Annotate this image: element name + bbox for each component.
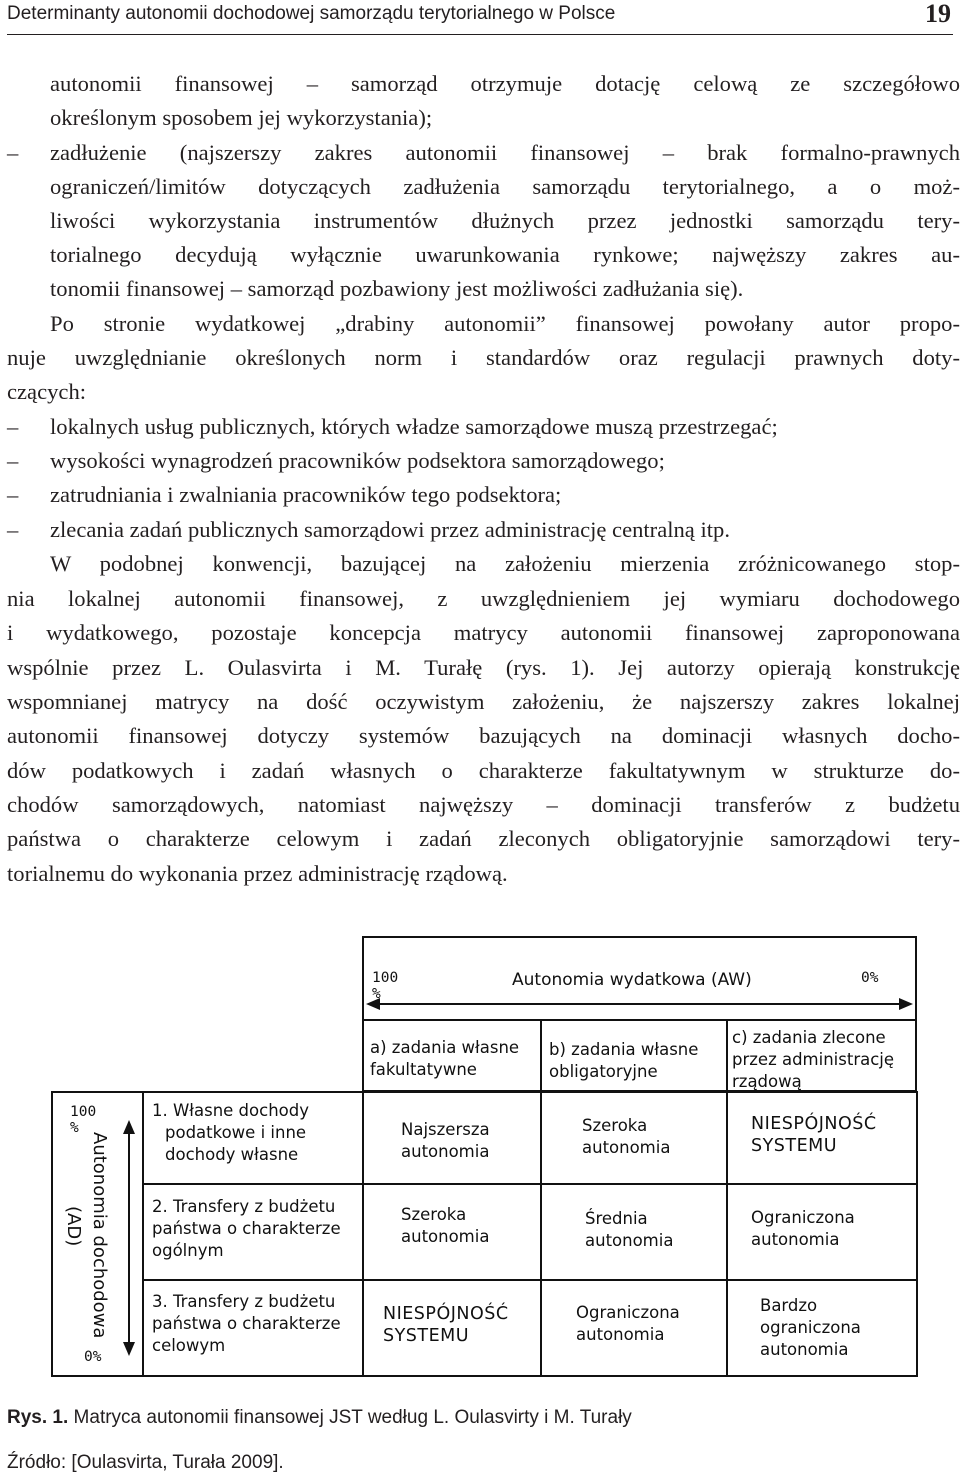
row-divider bbox=[142, 1183, 918, 1185]
row-1-line: 1. Własne dochody bbox=[152, 1101, 309, 1120]
aw-arrow bbox=[362, 994, 917, 1014]
cell-line: Ograniczona bbox=[751, 1208, 855, 1227]
row-3-line: państwa o charakterze bbox=[152, 1314, 341, 1333]
column-header-c bbox=[732, 1027, 894, 1093]
text-line: chodów samorządowych, natomiast najwęższy – dominacji transferów z budżetu bbox=[7, 792, 960, 817]
header-title: Determinanty autonomii dochodowej samorządu terytorialnego w Polsce bbox=[7, 3, 616, 24]
cell-line: NIESPÓJNOŚĆ bbox=[383, 1304, 509, 1324]
row-2-line: 2. Transfery z budżetu bbox=[152, 1197, 336, 1216]
matrix-cell-2c bbox=[751, 1207, 855, 1251]
cell-line: NIESPÓJNOŚĆ bbox=[751, 1114, 877, 1134]
figure-source: Źródło: [Oulasvirta, Turała 2009]. bbox=[7, 1452, 284, 1473]
matrix-cell-3b bbox=[576, 1302, 680, 1346]
cell-line: ograniczona bbox=[760, 1318, 861, 1337]
row-label-1 bbox=[152, 1100, 309, 1166]
column-c-line: c) zadania zlecone bbox=[732, 1028, 886, 1047]
cell-line: Szeroka bbox=[582, 1116, 648, 1135]
cell-line: Szeroka bbox=[401, 1205, 467, 1224]
ad-axis-divider bbox=[142, 1091, 144, 1377]
column-c-line: rządową bbox=[732, 1072, 802, 1091]
matrix-cell-3a bbox=[383, 1303, 509, 1347]
cell-line: Najszersza bbox=[401, 1120, 490, 1139]
row-1-line: podatkowe i inne bbox=[165, 1123, 307, 1142]
text-line: określonym sposobem jej wykorzystania); bbox=[50, 105, 433, 130]
page-number: 19 bbox=[925, 0, 951, 28]
text-line: Po stronie wydatkowej „drabiny autonomii” finansowej powołany autor propo- bbox=[50, 311, 960, 336]
row-1-line: dochody własne bbox=[165, 1145, 299, 1164]
caption-label: Rys. 1. bbox=[7, 1407, 69, 1428]
matrix-cell-2a bbox=[401, 1204, 489, 1248]
ad-title: Autonomia dochodowa bbox=[89, 1132, 110, 1339]
cell-line: SYSTEMU bbox=[383, 1326, 470, 1346]
text-line: autonomii finansowej – samorząd otrzymuje dotację celową ze szczegółowo bbox=[50, 71, 960, 96]
text-line: liwości wykorzystania instrumentów dłużnych przez jednostki samorządu tery- bbox=[50, 208, 960, 233]
list-dash: – bbox=[7, 482, 19, 507]
text-line: wysokości wynagrodzeń pracowników podsektora samorządowego; bbox=[50, 448, 665, 473]
text-line: lokalnych usług publicznych, których władze samorządowe muszą przestrzegać; bbox=[50, 414, 778, 439]
col-divider bbox=[726, 1019, 728, 1092]
matrix-cell-1c bbox=[751, 1113, 877, 1157]
matrix-cell-2b bbox=[585, 1208, 673, 1252]
text-line: torialnego decydują wyłącznie uwarunkowania rynkowe; najwęższy zakres au- bbox=[50, 242, 960, 267]
cell-line: autonomia bbox=[585, 1231, 674, 1250]
ad-bottom-pct: 0% bbox=[84, 1349, 102, 1365]
cell-line: autonomia bbox=[751, 1230, 840, 1249]
text-line: torialnemu do wykonania przez administrację rządową. bbox=[7, 861, 508, 886]
text-line: zadłużenie (najszerszy zakres autonomii finansowej – brak formalno-prawnych bbox=[50, 140, 960, 165]
aw-title: Autonomia wydatkowa (AW) bbox=[512, 970, 752, 990]
text-line: ograniczeń/limitów dotyczących zadłużenia samorządu terytorialnego, a o moż- bbox=[50, 174, 960, 199]
column-a-line: a) zadania własne bbox=[370, 1038, 520, 1057]
row-label-2 bbox=[152, 1196, 341, 1262]
row-3-line: celowym bbox=[152, 1336, 226, 1355]
caption-text: Matryca autonomii finansowej JST według L. Oulasvirty i M. Turały bbox=[73, 1407, 632, 1428]
aw-right-pct: 0% bbox=[861, 970, 879, 986]
ad-arrow bbox=[119, 1118, 139, 1358]
matrix-cell-3c bbox=[760, 1295, 861, 1361]
cell-line: Ograniczona bbox=[576, 1303, 680, 1322]
cell-line: Średnia bbox=[585, 1209, 648, 1228]
text-line: tonomii finansowej – samorząd pozbawiony jest możliwości zadłużania się). bbox=[50, 276, 744, 301]
cell-line: autonomia bbox=[401, 1142, 490, 1161]
column-header-a bbox=[370, 1037, 519, 1081]
text-line: zatrudniania i zwalniania pracowników tego podsektora; bbox=[50, 482, 562, 507]
row-3-line: 3. Transfery z budżetu bbox=[152, 1292, 336, 1311]
row-label-3 bbox=[152, 1291, 341, 1357]
col-divider bbox=[540, 1019, 542, 1092]
list-dash: – bbox=[7, 140, 19, 165]
text-line: zlecania zadań publicznych samorządowi przez administrację centralną itp. bbox=[50, 517, 730, 542]
cell-line: autonomia bbox=[582, 1138, 671, 1157]
ad-top-pct: 100 % bbox=[70, 1104, 97, 1136]
running-header bbox=[7, 0, 953, 35]
col-divider bbox=[540, 1091, 542, 1377]
col-divider bbox=[726, 1091, 728, 1377]
row-2-line: ogólnym bbox=[152, 1241, 224, 1260]
column-b-line: obligatoryjne bbox=[549, 1062, 658, 1081]
text-line: państwa o charakterze celowym i zadań zleconych obligatoryjnie samorządowi tery- bbox=[7, 826, 960, 851]
text-line: W podobnej konwencji, bazującej na założeniu mierzenia zróżnicowanego stop- bbox=[50, 551, 960, 576]
figure-caption bbox=[7, 1407, 632, 1429]
text-line: nuje uwzględnianie określonych norm i standardów oraz regulacji prawnych doty- bbox=[7, 345, 960, 370]
row-2-line: państwa o charakterze bbox=[152, 1219, 341, 1238]
column-c-line: przez administrację bbox=[732, 1050, 895, 1069]
ad-abbr: (AD) bbox=[63, 1206, 84, 1247]
list-dash: – bbox=[7, 414, 19, 439]
cell-line: Bardzo bbox=[760, 1296, 818, 1315]
cell-line: autonomia bbox=[576, 1325, 665, 1344]
aw-left-pct: 100 % bbox=[372, 970, 399, 1002]
text-line: i wydatkowego, pozostaje koncepcja matrycy autonomii finansowej zaproponowana bbox=[7, 620, 960, 645]
column-header-b bbox=[549, 1039, 698, 1083]
list-dash: – bbox=[7, 517, 19, 542]
matrix-cell-1b bbox=[582, 1115, 670, 1159]
text-line: autonomii finansowej dotyczy systemów bazujących na dominacji własnych docho- bbox=[7, 723, 960, 748]
aw-header-divider bbox=[362, 1019, 917, 1021]
column-a-line: fakultatywne bbox=[370, 1060, 477, 1079]
text-line: wspólnie przez L. Oulasvirta i M. Turałę (rys. 1). Jej autorzy opierają konstrukcję bbox=[7, 655, 960, 680]
text-line: wspomnianej matrycy na dość oczywistym założeniu, że najszerszy zakres lokalnej bbox=[7, 689, 960, 714]
cell-line: autonomia bbox=[760, 1340, 849, 1359]
text-line: dów podatkowych i zadań własnych o charakterze fakultatywnym w strukturze do- bbox=[7, 758, 960, 783]
matrix-cell-1a bbox=[401, 1119, 490, 1163]
row-label-divider bbox=[362, 1091, 364, 1377]
cell-line: autonomia bbox=[401, 1227, 490, 1246]
text-line: czących: bbox=[7, 379, 87, 404]
row-divider bbox=[142, 1279, 918, 1281]
text-line: nia lokalnej autonomii finansowej, z uwzględnieniem jej wymiaru dochodowego bbox=[7, 586, 960, 611]
list-dash: – bbox=[7, 448, 19, 473]
cell-line: SYSTEMU bbox=[751, 1136, 838, 1156]
column-b-line: b) zadania własne bbox=[549, 1040, 699, 1059]
